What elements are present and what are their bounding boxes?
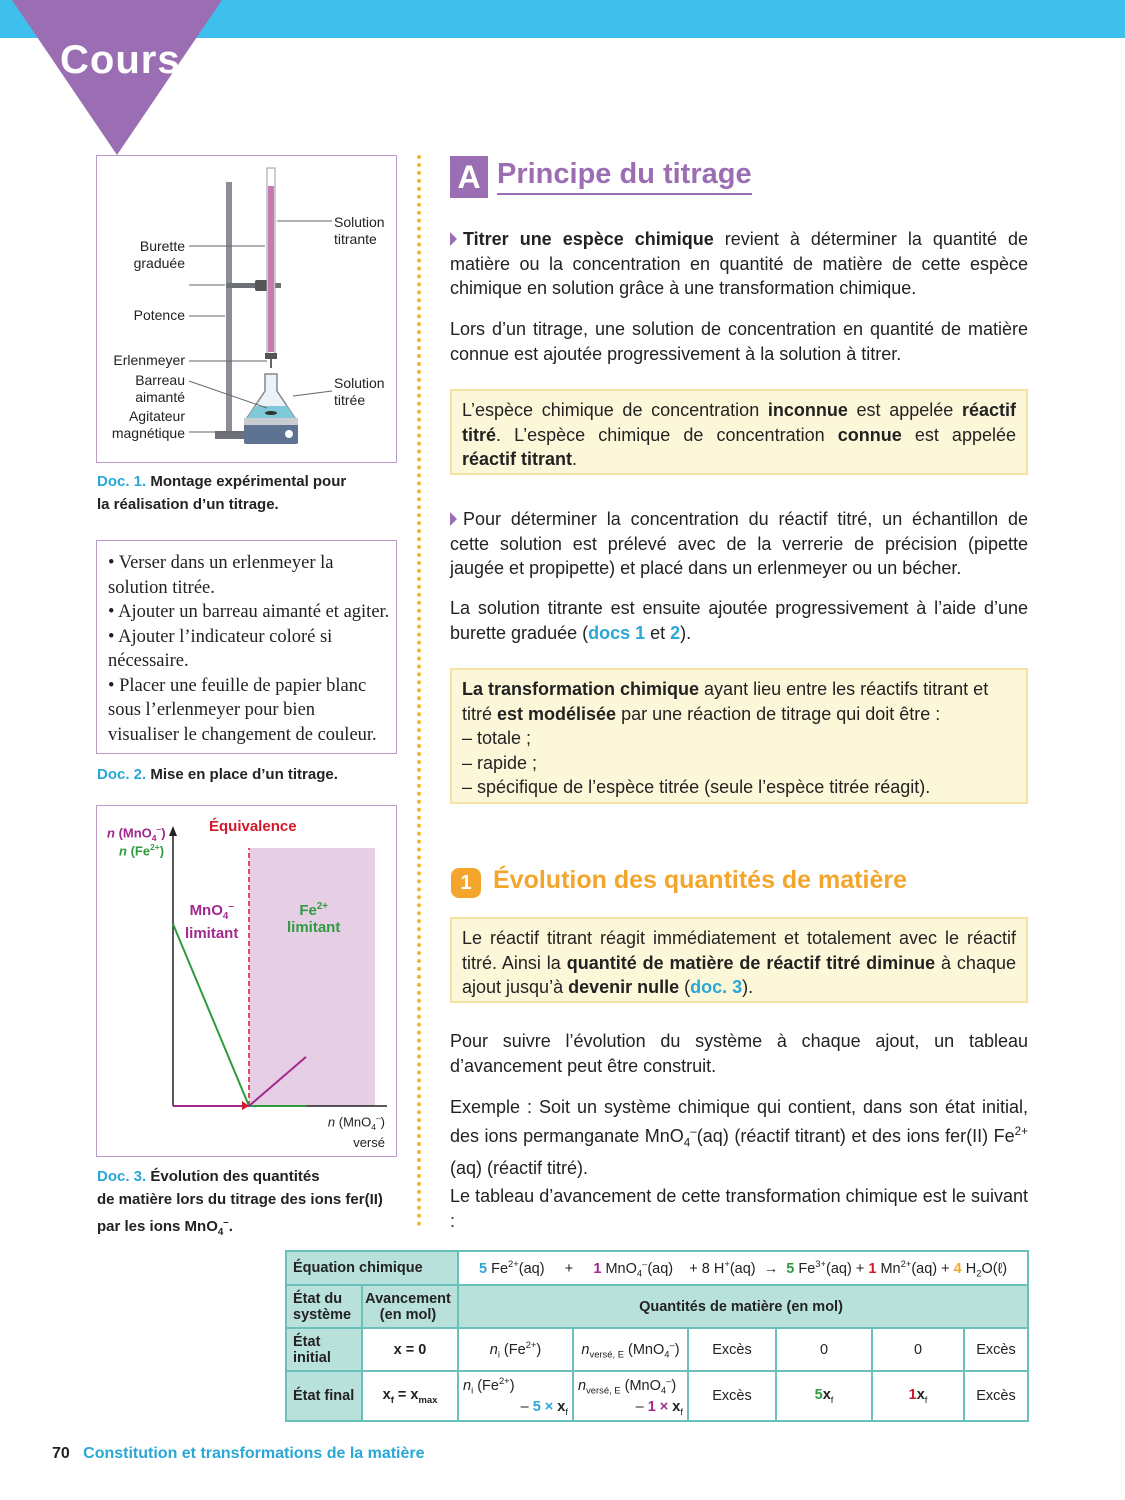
transformation-box: La transformation chimique ayant lieu entre les réactifs titrant et titré est modélisée par une réaction de titrage qui doit être : – totale ; – rapide ; – spécifique de l’espèce titrée (seule l’espèce titrée réagit). xyxy=(450,668,1028,804)
step-item: • Ajouter un barreau aimanté et agiter. xyxy=(108,602,390,622)
bullet-icon xyxy=(450,512,457,526)
cell-fe3-initial: 0 xyxy=(776,1328,872,1371)
paragraph-exemple: Exemple : Soit un système chimique qui contient, dans son état initial, des ions permanganate MnO$_4$–(aq) (réactif titrant) et des ions fer(II) $Fe^{2+}(aq)$ (réactif titré). xyxy=(450,1097,1028,1178)
label-solution-titree: Solution titrée xyxy=(334,375,385,408)
cell-mn-final: $n_{versé, E}$ (MnO$_4$–) – $1 \times x_f$ xyxy=(573,1371,688,1421)
subsection-title: Évolution des quantités de matière xyxy=(493,866,907,894)
chemical-equation: 5 $Fe^{2+}(aq)$ + 1 MnO$_4$–(aq) + 8 H+(aq) → 5 $Fe^{3+}(aq) + 1$ $Mn^{2+}(aq) + 4$ $H_2O(\ell)$ xyxy=(458,1251,1028,1285)
doc2-caption: Doc. 2. Mise en place d’un titrage. xyxy=(97,766,338,783)
list-item: – spécifique de l’espèce titrée (seule l’espèce titrée réagit). xyxy=(462,777,931,797)
section-letter: A xyxy=(450,156,488,198)
cell-h2o-final: Excès xyxy=(964,1371,1028,1421)
doc1-caption: Doc. 1. Montage expérimental pour la réalisation d’un titrage. xyxy=(97,473,347,513)
region-left-label: MnO$_4$– limitant xyxy=(185,901,239,942)
column-divider xyxy=(417,155,421,1227)
header-etat: État du système xyxy=(286,1285,362,1328)
label-erlenmeyer: Erlenmeyer xyxy=(113,352,185,368)
list-item: – rapide ; xyxy=(462,752,538,773)
cell-mn2-initial: 0 xyxy=(872,1328,964,1371)
row-initial-label: État initial xyxy=(286,1328,362,1371)
cell-av-initial: x = 0 xyxy=(362,1328,458,1371)
y-axis-label-mno4: n (MnO$_4$–) xyxy=(107,824,166,843)
table-row xyxy=(286,1285,1028,1328)
label-burette: Burette graduée xyxy=(133,238,185,271)
bullet-icon xyxy=(450,232,457,246)
table-row xyxy=(286,1251,1028,1285)
cell-mn2-final: $1x_f$ xyxy=(872,1371,964,1421)
paragraph-titrage: Lors d’un titrage, une solution de concentration en quantité de matière connue est ajoutée progressivement à la solution à titrer. xyxy=(450,319,1028,364)
y-axis-label-fe: n $(Fe^{2+})$ xyxy=(119,842,165,859)
label-potence: Potence xyxy=(133,307,185,323)
region-shading xyxy=(249,848,375,1106)
step-item: • Placer une feuille de papier blanc sous l’erlenmeyer pour bien visualiser le changement de couleur. xyxy=(108,675,377,745)
doc-link[interactable]: 2 xyxy=(670,622,681,643)
doc3-chart xyxy=(96,805,397,1157)
cell-h-initial: Excès xyxy=(688,1328,776,1371)
paragraph-burette: La solution titrante est ensuite ajoutée progressivement à l’aide d’une burette graduée (docs 1 et 2). xyxy=(450,598,1028,643)
cours-badge: Cours xyxy=(60,38,181,82)
advancement-table xyxy=(285,1250,1029,1422)
paragraph-tableau: Pour suivre l’évolution du système à chaque ajout, un tableau d’avancement peut être construit. xyxy=(450,1031,1028,1076)
table-row xyxy=(286,1371,1028,1421)
paragraph-titrer: Titrer une espèce chimique revient à déterminer la quantité de matière ou la concentration en quantité de matière de cette espèce chimique en solution grâce à une transformation chimique. xyxy=(450,229,1028,298)
region-right-label: $Fe^{2+}$ limitant xyxy=(287,901,341,936)
doc3-caption: Doc. 3. Évolution des quantités de matière lors du titrage des ions fer(II) par les ions MnO$_4$–. xyxy=(97,1168,383,1238)
cell-fe-initial: $n_i$ $(Fe^{2+})$ xyxy=(458,1328,573,1371)
footer-section: Constitution et transformations de la matière xyxy=(83,1445,425,1462)
header-equation: Équation chimique xyxy=(286,1251,458,1285)
cell-av-final: $x_f = x_{max}$ xyxy=(362,1371,458,1421)
y-axis-arrow-icon xyxy=(169,826,177,836)
cell-h2o-initial: Excès xyxy=(964,1328,1028,1371)
step-item: • Ajouter l’indicateur coloré si nécessaire. xyxy=(108,626,333,671)
paragraph-suivant: Le tableau d’avancement de cette transformation chimique est le suivant : xyxy=(450,1186,1028,1231)
row-final-label: État final xyxy=(286,1371,362,1421)
header-avancement: Avancement (en mol) xyxy=(362,1285,458,1328)
cell-fe-final: $n_i$ $(Fe^{2+})$ – $5 \times x_f$ xyxy=(458,1371,573,1421)
x-axis-label: n (MnO$_4$–) versé xyxy=(327,1113,385,1150)
paragraph-concentration: Pour déterminer la concentration du réactif titré, un échantillon de cette solution est prélevé avec de la verrerie de précision (pipette jaugée et propipette) et placé dans un erlenmeyer ou un bécher. xyxy=(450,509,1028,578)
chart-title: Équivalence xyxy=(209,818,297,835)
chart-plot xyxy=(97,806,396,1156)
footer xyxy=(52,1445,425,1463)
table-row xyxy=(286,1328,1028,1371)
section-title: Principe du titrage xyxy=(497,158,752,195)
doc2-box xyxy=(96,540,397,754)
evolution-box: Le réactif titrant réagit immédiatement et totalement avec le réactif titré. Ainsi la quantité de matière de réactif titré diminue à chaque ajout jusqu’à devenir nulle (doc. 3). xyxy=(450,917,1028,1003)
doc1-figure xyxy=(96,155,397,463)
label-solution-titrante: Solution titrante xyxy=(334,214,385,247)
cell-mn-initial: $n_{versé, E}$ (MnO$_4$–) xyxy=(573,1328,688,1371)
label-agitateur: Agitateur magnétique xyxy=(111,408,185,441)
label-barreau: Barreau aimanté xyxy=(135,372,185,405)
doc-link[interactable]: docs 1 xyxy=(588,622,646,643)
page-number: 70 xyxy=(52,1445,70,1462)
list-item: – totale ; xyxy=(462,728,532,748)
step-item: • Verser dans un erlenmeyer la solution titrée. xyxy=(108,553,334,598)
subsection-number: 1 xyxy=(451,868,481,898)
cell-fe3-final: $5x_f$ xyxy=(776,1371,872,1421)
header-quantites: Quantités de matière (en mol) xyxy=(458,1285,1028,1328)
definition-box: L’espèce chimique de concentration inconnue est appelée réactif titré. L’espèce chimique de concentration connue est appelée réactif titrant. xyxy=(450,389,1028,475)
cell-h-final: Excès xyxy=(688,1371,776,1421)
doc-link[interactable]: doc. 3 xyxy=(690,977,743,997)
